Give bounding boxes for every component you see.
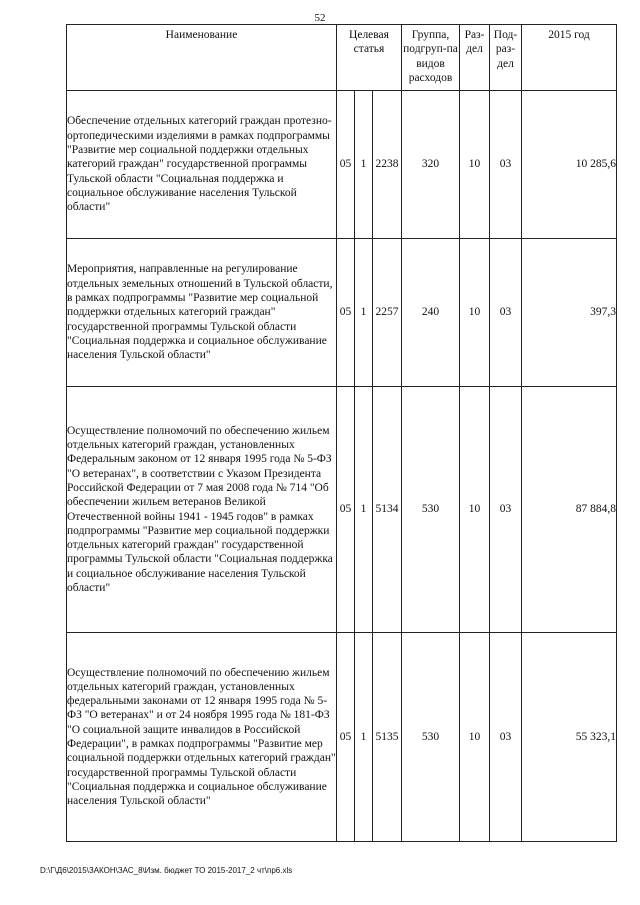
header-year: 2015 год [522,25,617,91]
table-row [67,387,617,633]
header-row [67,25,617,91]
row-name: Осуществление полномочий по обеспечению жильем отдельных категорий граждан, установленных федеральными законами от 12 января 1995 года № 5-ФЗ "О ветеранах" и от 24 ноября 1995 года № 181-ФЗ "О социальной защите инвалидов в Российской Федерации", в рамках подпрограммы "Развитие мер социальной поддержки отдельных категорий граждан" государственной программы Тульской области "Социальная поддержка и социальное обслуживание населения Тульской области" [67,633,337,842]
row-code: 5135 [373,633,402,842]
budget-table [66,24,617,842]
row-subsection: 03 [490,633,522,842]
table-row [67,239,617,387]
row-name: Мероприятия, направленные на регулирование отдельных земельных отношений в Тульской области, в рамках подпрограммы "Развитие мер социальной поддержки отдельных категорий граждан" государственной программы Тульской области "Социальная поддержка и социальное обслуживание населения Тульской области" [67,239,337,387]
row-program: 05 [337,633,355,842]
row-subsection: 03 [490,91,522,239]
header-target: Целевая статья [337,25,402,91]
header-name: Наименование [67,25,337,91]
row-subsection: 03 [490,387,522,633]
header-subsection: Под-раз-дел [490,25,522,91]
row-subprogram: 1 [355,633,373,842]
row-group: 530 [402,633,460,842]
row-program: 05 [337,387,355,633]
row-amount: 10 285,6 [522,91,617,239]
row-program: 05 [337,239,355,387]
row-section: 10 [460,633,490,842]
row-section: 10 [460,91,490,239]
row-amount: 87 884,8 [522,387,617,633]
row-subsection: 03 [490,239,522,387]
row-subprogram: 1 [355,239,373,387]
row-group: 240 [402,239,460,387]
table-row [67,633,617,842]
row-section: 10 [460,387,490,633]
file-path-footer: D:\Г\Д6\2015\ЗАКОН\ЗАС_8\Изм. бюджет ТО 2015-2017_2 чт\пр6.xls [40,866,293,875]
page-number: 52 [314,12,326,24]
row-subprogram: 1 [355,91,373,239]
row-subprogram: 1 [355,387,373,633]
row-group: 320 [402,91,460,239]
row-name: Обеспечение отдельных категорий граждан протезно-ортопедическими изделиями в рамках подпрограммы "Развитие мер социальной поддержки отдельных категорий граждан" государственной программы Тульской области "Социальная поддержка и социальное обслуживание населения Тульской области" [67,91,337,239]
row-amount: 397,3 [522,239,617,387]
header-section: Раз-дел [460,25,490,91]
row-section: 10 [460,239,490,387]
row-group: 530 [402,387,460,633]
header-group: Группа, подгруп-па видов расходов [402,25,460,91]
row-program: 05 [337,91,355,239]
table-row [67,91,617,239]
row-name: Осуществление полномочий по обеспечению жильем отдельных категорий граждан, установленных Федеральным законом от 12 января 1995 года № 5-ФЗ "О ветеранах", в соответствии с Указом Президента Российской Федерации от 7 мая 2008 года № 714 "Об обеспечении жильем ветеранов Великой Отечественной войны 1941 - 1945 годов" в рамках подпрограммы "Развитие мер социальной поддержки отдельных категорий граждан" государственной программы Тульской области "Социальная поддержка и социальное обслуживание населения Тульской области" [67,387,337,633]
row-code: 2238 [373,91,402,239]
row-code: 2257 [373,239,402,387]
row-amount: 55 323,1 [522,633,617,842]
row-code: 5134 [373,387,402,633]
